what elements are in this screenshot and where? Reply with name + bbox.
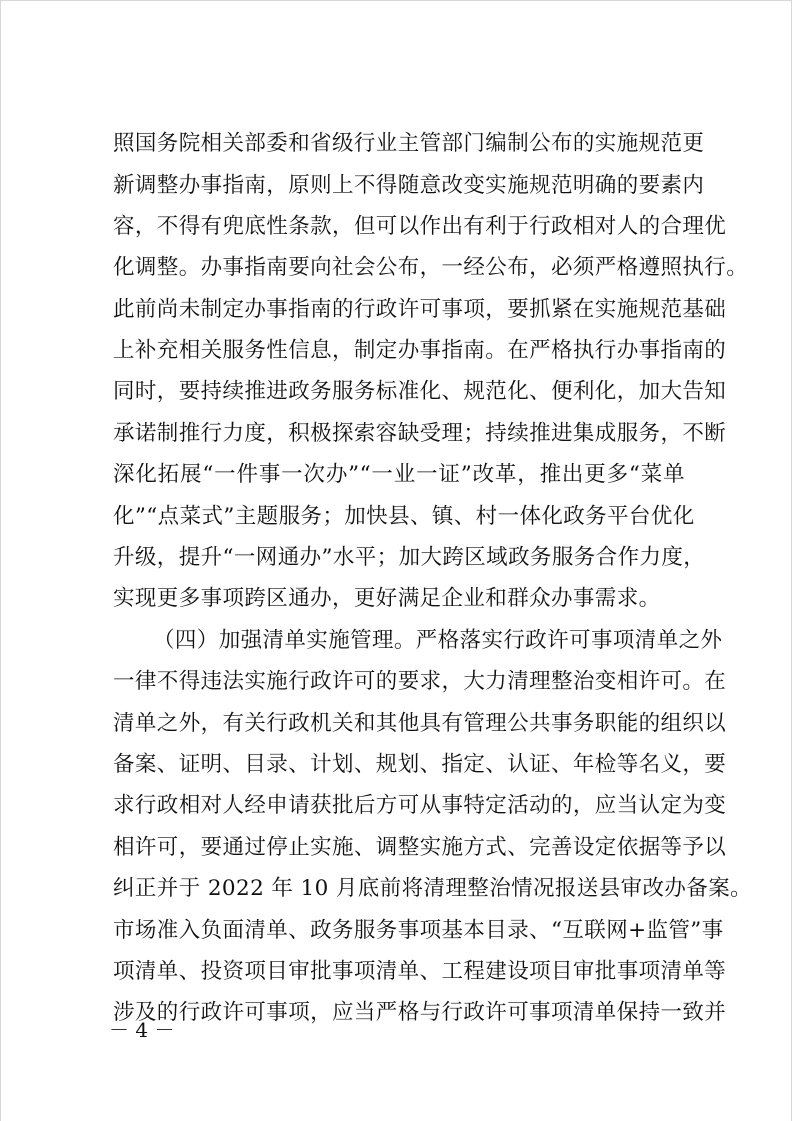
paragraph-two-line-5: 求行政相对人经申请获批后方可从事特定活动的，应当认定为变: [113, 793, 727, 818]
paragraph-one-line-2: 新调整办事指南，原则上不得随意改变实施规范明确的要素内: [113, 173, 705, 198]
paragraph-one-line-7: 同时，要持续推进政务服务标准化、规范化、便利化，加大告知: [113, 379, 727, 404]
paragraph-one-line-9: 深化拓展“一件事一次办”“一业一证”改革，推出更多“菜单: [113, 462, 685, 487]
paragraph-two-line-8: 市场准入负面清单、政务服务事项基本目录、“互联网+监管”事: [113, 918, 724, 943]
page-left-border: [0, 0, 1, 1121]
paragraph-one-line-5: 此前尚未制定办事指南的行政许可事项，要抓紧在实施规范基础: [113, 297, 727, 322]
paragraph-one-line-4: 化调整。办事指南要向社会公布，一经公布，必须严格遵照执行。: [113, 255, 749, 280]
paragraph-two-line-10: 涉及的行政许可事项，应当严格与行政许可事项清单保持一致并: [113, 1000, 727, 1025]
paragraph-one-line-10: 化”“点菜式”主题服务；加快县、镇、村一体化政务平台优化: [113, 504, 695, 529]
paragraph-one-line-12: 实现更多事项跨区通办，更好满足企业和群众办事需求。: [113, 586, 661, 611]
paragraph-two-line-6: 相许可，要通过停止实施、调整实施方式、完善设定依据等予以: [113, 835, 727, 860]
paragraph-two-line-2: 一律不得违法实施行政许可的要求，大力清理整治变相许可。在: [113, 669, 727, 694]
paragraph-one-line-6: 上补充相关服务性信息，制定办事指南。在严格执行办事指南的: [113, 338, 727, 363]
paragraph-one-line-3: 容，不得有兜底性条款，但可以作出有利于行政相对人的合理优: [113, 214, 727, 239]
paragraph-one-line-11: 升级，提升“一网通办”水平；加大跨区域政务服务合作力度，: [113, 545, 706, 570]
paragraph-two-line-1: （四）加强清单实施管理。严格落实行政许可事项清单之外: [153, 628, 723, 653]
paragraph-two-line-3: 清单之外，有关行政机关和其他具有管理公共事务职能的组织以: [113, 711, 727, 736]
paragraph-two-line-7: 纠正并于 2022 年 10 月底前将清理整治情况报送县审改办备案。: [113, 876, 753, 901]
paragraph-one-line-1: 照国务院相关部委和省级行业主管部门编制公布的实施规范更: [113, 131, 705, 156]
paragraph-one-line-8: 承诺制推行力度，积极探索容缺受理；持续推进集成服务，不断: [113, 421, 727, 446]
paragraph-two-line-9: 项清单、投资项目审批事项清单、工程建设项目审批事项清单等: [113, 959, 727, 984]
page-number: － 4 －: [109, 1018, 175, 1042]
paragraph-two-line-4: 备案、证明、目录、计划、规划、指定、认证、年检等名义，要: [113, 752, 727, 777]
page-top-border: [0, 0, 792, 1]
